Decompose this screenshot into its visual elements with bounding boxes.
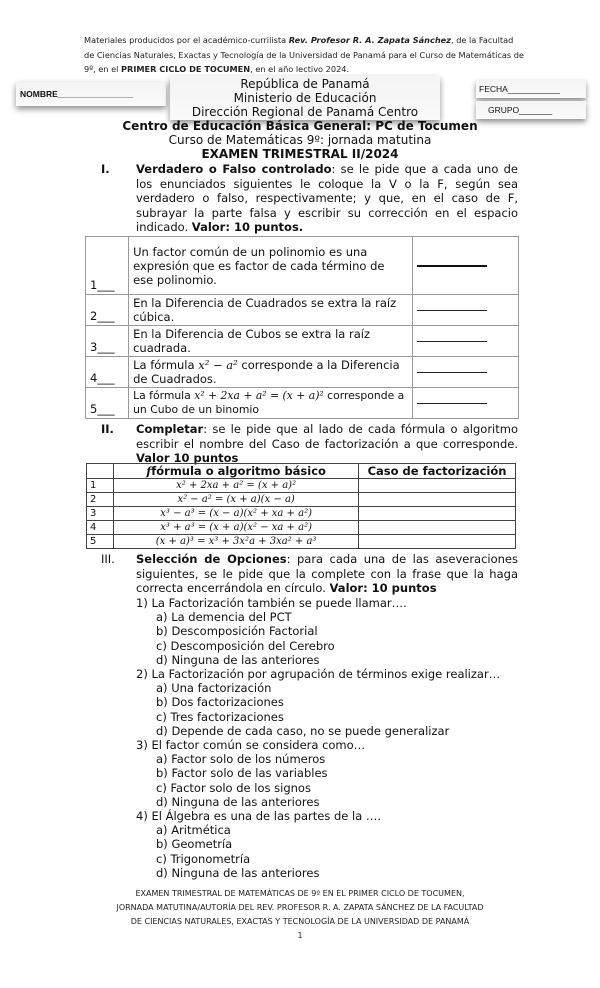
- row-answer-cell[interactable]: [359, 479, 516, 493]
- formula-table: [86, 463, 516, 549]
- tf-statement: En la Diferencia de Cubos se extra la raíz cuadrada.: [129, 326, 413, 357]
- row-formula: x² − a² = (x + a)(x − a): [114, 493, 359, 507]
- tf-number[interactable]: 5___: [86, 388, 129, 419]
- table-header-row: [87, 464, 516, 479]
- option[interactable]: d) Ninguna de las anteriores: [156, 652, 320, 667]
- option[interactable]: d) Ninguna de las anteriores: [156, 865, 320, 880]
- table-row: [86, 326, 519, 357]
- credit-author: Rev. Profesor R. A. Zapata Sánchez: [288, 35, 451, 45]
- option[interactable]: c) Factor solo de los signos: [156, 780, 311, 795]
- row-number: 3: [87, 507, 114, 521]
- institution-line1: República de Panamá: [240, 77, 370, 91]
- table-row: [87, 535, 516, 549]
- true-false-table: [85, 236, 519, 419]
- section-2-title: Completar: [136, 422, 204, 436]
- question: 4) El Álgebra es una de las partes de la ….: [136, 809, 382, 824]
- answer-line[interactable]: [417, 372, 487, 373]
- option[interactable]: c) Trigonometría: [156, 851, 251, 866]
- exam-title: EXAMEN TRIMESTRAL II/2024: [201, 147, 399, 161]
- question: 3) El factor común se considera como…: [136, 738, 366, 753]
- option[interactable]: b) Descomposición Factorial: [156, 624, 318, 639]
- footer-line2: JORNADA MATUTINA/AUTORÍA DEL REV. PROFESOR R. A. ZAPATA SÁNCHEZ DE LA FACULTAD: [116, 903, 484, 912]
- row-number: 4: [87, 521, 114, 535]
- row-formula: x³ − a³ = (x − a)(x² + xa + a²): [114, 507, 359, 521]
- school-title: Centro de Educación Básica General: PC de Tocumen: [122, 119, 478, 133]
- option[interactable]: a) Aritmética: [156, 823, 231, 838]
- option[interactable]: c) Tres factorizaciones: [156, 709, 284, 724]
- footer-line3: DE CIENCIAS NATURALES, EXACTAS Y TECNOLOGÍA DE LA UNIVERSIDAD DE PANAMÁ: [130, 917, 470, 926]
- table-row: [87, 521, 516, 535]
- options-list: [136, 596, 536, 880]
- answer-line[interactable]: [417, 310, 487, 311]
- section-3-valor: Valor: 10 puntos: [329, 581, 437, 595]
- question: 2) La Factorización por agrupación de términos exige realizar…: [136, 667, 501, 682]
- tf-answer[interactable]: [412, 326, 518, 357]
- table-row: [87, 493, 516, 507]
- section-3-number: III.: [101, 552, 115, 566]
- credit-cycle: PRIMER CICLO DE TOCUMEN: [121, 64, 251, 74]
- option[interactable]: c) Descomposición del Cerebro: [156, 638, 335, 653]
- row-answer-cell[interactable]: [359, 521, 516, 535]
- table-row: [86, 357, 519, 388]
- tf-number[interactable]: 4___: [86, 357, 129, 388]
- section-3-title: Selección de Opciones: [136, 552, 287, 566]
- question: 1) La Factorización también se puede llamar….: [136, 596, 407, 610]
- row-answer-cell[interactable]: [359, 535, 516, 549]
- row-answer-cell[interactable]: [359, 507, 516, 521]
- section-2-number: II.: [101, 422, 114, 436]
- grupo-field[interactable]: GRUPO_______: [488, 105, 553, 115]
- table-row: [87, 479, 516, 493]
- institution-line2: Ministerio de Educación: [233, 91, 377, 105]
- option[interactable]: a) Una factorización: [156, 681, 272, 696]
- row-number: 1: [87, 479, 114, 493]
- option[interactable]: d) Depende de cada caso, no se puede generalizar: [156, 723, 450, 738]
- course-title: Curso de Matemáticas 9º: jornada matutina: [168, 133, 432, 147]
- answer-line[interactable]: [417, 341, 487, 342]
- answer-line[interactable]: [417, 265, 487, 267]
- tf-statement: En la Diferencia de Cuadrados se extra la raíz cúbica.: [129, 295, 413, 326]
- credit-note: Materiales producidos por el académico-currilista Rev. Profesor R. A. Zapata Sánchez, de la Facultad de Ciencias Naturales, Exactas y Tecnología de la Universidad de Panamá para el Curso de Matemáticas de 9º, en el PRIMER CICLO DE TOCUMEN, en el año lectivo 2024.: [84, 35, 524, 74]
- tf-formula: x² + 2xa + a² = (x + a)²: [194, 389, 324, 402]
- option[interactable]: a) La demencia del PCT: [156, 610, 292, 625]
- table-row: [86, 388, 519, 419]
- tf-statement: La fórmula x² + 2xa + a² = (x + a)² corresponde a un Cubo de un binomio: [129, 388, 413, 419]
- option[interactable]: b) Factor solo de las variables: [156, 766, 328, 781]
- table-row: [87, 507, 516, 521]
- institution-line3: Dirección Regional de Panamá Centro: [191, 105, 419, 119]
- row-formula: x² + 2xa + a² = (x + a)²: [114, 479, 359, 493]
- tf-number[interactable]: 3___: [86, 326, 129, 357]
- tf-formula: x² − a²: [198, 358, 238, 372]
- col-formula-header: ffórmula o algoritmo básico: [114, 464, 359, 479]
- section-1-number: I.: [101, 162, 110, 176]
- section-2-valor: Valor 10 puntos: [136, 451, 239, 465]
- answer-line[interactable]: [417, 403, 487, 404]
- nombre-field[interactable]: NOMBRE________________: [20, 89, 134, 99]
- row-answer-cell[interactable]: [359, 493, 516, 507]
- tf-answer[interactable]: [412, 237, 518, 295]
- table-row: [86, 295, 519, 326]
- tf-statement: Un factor común de un polinomio es una expresión que es factor de cada término de ese polinomio.: [129, 237, 413, 295]
- option[interactable]: a) Factor solo de los números: [156, 752, 326, 767]
- tf-answer[interactable]: [412, 357, 518, 388]
- row-number: 2: [87, 493, 114, 507]
- tf-answer[interactable]: [412, 388, 518, 419]
- row-formula: (x + a)³ = x³ + 3x²a + 3xa² + a³: [114, 535, 359, 549]
- col-caso-header: Caso de factorización: [359, 464, 516, 479]
- section-3-instructions: Selección de Opciones: para cada una de las aseveraciones siguientes, se le pide que la complete con la frase que la haga correcta encerrándola en círculo. Valor: 10 puntos: [136, 552, 519, 595]
- tf-answer[interactable]: [412, 295, 518, 326]
- tf-number[interactable]: 2___: [86, 295, 129, 326]
- page-number: 1: [297, 931, 303, 940]
- option[interactable]: b) Geometría: [156, 837, 233, 852]
- footer-line1: EXAMEN TRIMESTRAL DE MATEMÁTICAS DE 9º EN EL PRIMER CICLO DE TOCUMEN,: [135, 889, 465, 898]
- fecha-field[interactable]: FECHA___________: [479, 84, 560, 94]
- section-1-title: Verdadero o Falso controlado: [136, 162, 332, 176]
- tf-statement: La fórmula x² − a² corresponde a la Diferencia de Cuadrados.: [129, 357, 413, 388]
- section-1-instructions: Verdadero o Falso controlado: se le pide que a cada uno de los enunciados siguientes le coloque la V o la F, según sea verdadero o falso, respectivamente; y que, en el caso de F, subrayar la parte falsa y escribir su corrección en el espacio indicado. Valor: 10 puntos.: [136, 162, 518, 234]
- option[interactable]: b) Dos factorizaciones: [156, 695, 284, 710]
- tf-number[interactable]: 1___: [86, 237, 129, 295]
- section-2-instructions: Completar: se le pide que al lado de cada fórmula o algoritmo escribir el nombre del Caso de factorización a que corresponde. Valor 10 puntos: [136, 422, 518, 465]
- option[interactable]: d) Ninguna de las anteriores: [156, 794, 320, 809]
- page-footer: [80, 887, 520, 943]
- row-number: 5: [87, 535, 114, 549]
- row-formula: x³ + a³ = (x + a)(x² − xa + a²): [114, 521, 359, 535]
- table-row: [86, 237, 519, 295]
- section-1-valor: Valor: 10 puntos.: [191, 220, 304, 234]
